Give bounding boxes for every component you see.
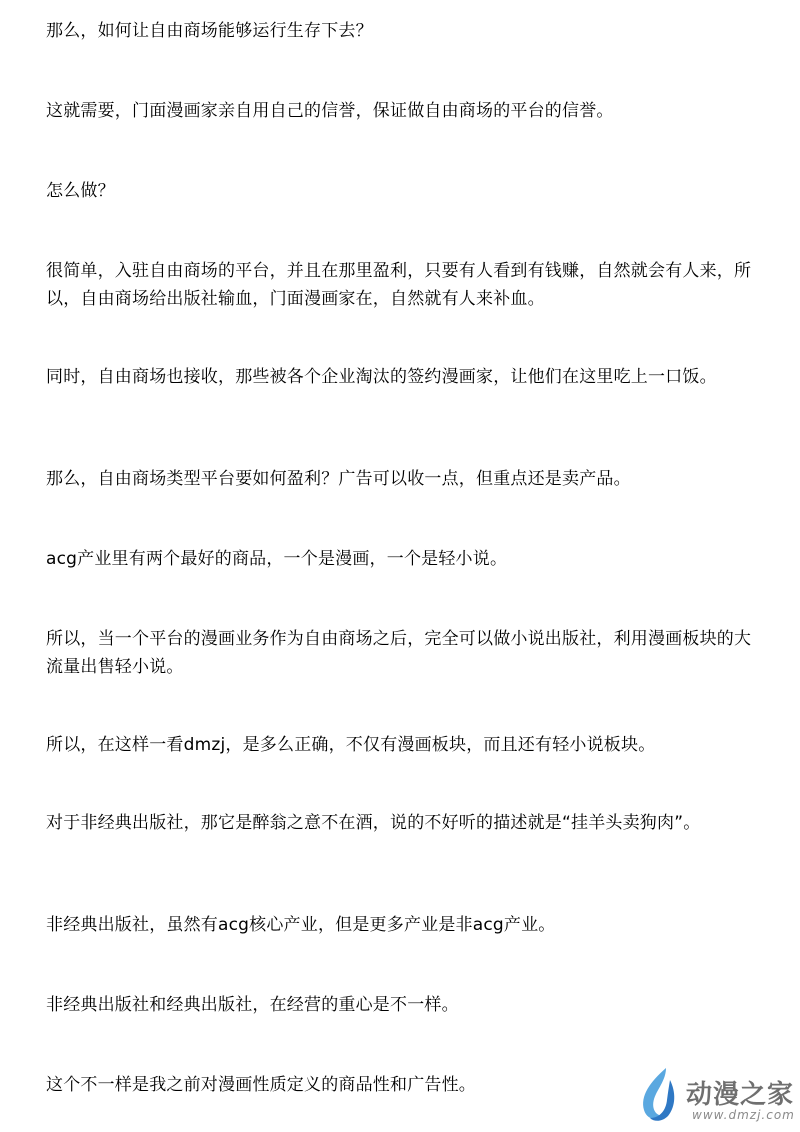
leaf-drop-logo-icon xyxy=(636,1066,680,1124)
paragraph-5: 同时，自由商场也接收，那些被各个企业淘汰的签约漫画家，让他们在这里吃上一口饭。 xyxy=(46,367,717,387)
paragraph-1: 那么，如何让自由商场能够运行生存下去？ xyxy=(46,21,373,41)
paragraph-10: 对于非经典出版社，那它是醉翁之意不在酒，说的不好听的描述就是“挂羊头卖狗肉”。 xyxy=(46,813,701,833)
paragraph-8: 所以，当一个平台的漫画业务作为自由商场之后，完全可以做小说出版社，利用漫画板块的大流量出售轻小说。 xyxy=(46,629,752,677)
paragraph-12: 非经典出版社和经典出版社，在经营的重心是不一样。 xyxy=(46,995,459,1015)
watermark-url: www.dmzj.com xyxy=(692,1108,795,1122)
paragraph-13: 这个不一样是我之前对漫画性质定义的商品性和广告性。 xyxy=(46,1075,476,1095)
paragraph-4: 很简单，入驻自由商场的平台，并且在那里盈利，只要有人看到有钱赚，自然就会有人来，所以，自由商场给出版社输血，门面漫画家在，自然就有人来补血。 xyxy=(46,261,752,309)
paragraph-3: 怎么做？ xyxy=(46,181,115,201)
paragraph-7: acg产业里有两个最好的商品，一个是漫画，一个是轻小说。 xyxy=(46,549,508,569)
paragraph-6: 那么，自由商场类型平台要如何盈利？广告可以收一点，但重点还是卖产品。 xyxy=(46,469,631,489)
watermark xyxy=(636,1066,796,1128)
paragraph-9: 所以，在这样一看dmzj，是多么正确，不仅有漫画板块，而且还有轻小说板块。 xyxy=(46,735,656,755)
watermark-brand-name: 动漫之家 xyxy=(686,1080,795,1110)
paragraph-11: 非经典出版社，虽然有acg核心产业，但是更多产业是非acg产业。 xyxy=(46,915,556,935)
paragraph-2: 这就需要，门面漫画家亲自用自己的信誉，保证做自由商场的平台的信誉。 xyxy=(46,101,614,121)
